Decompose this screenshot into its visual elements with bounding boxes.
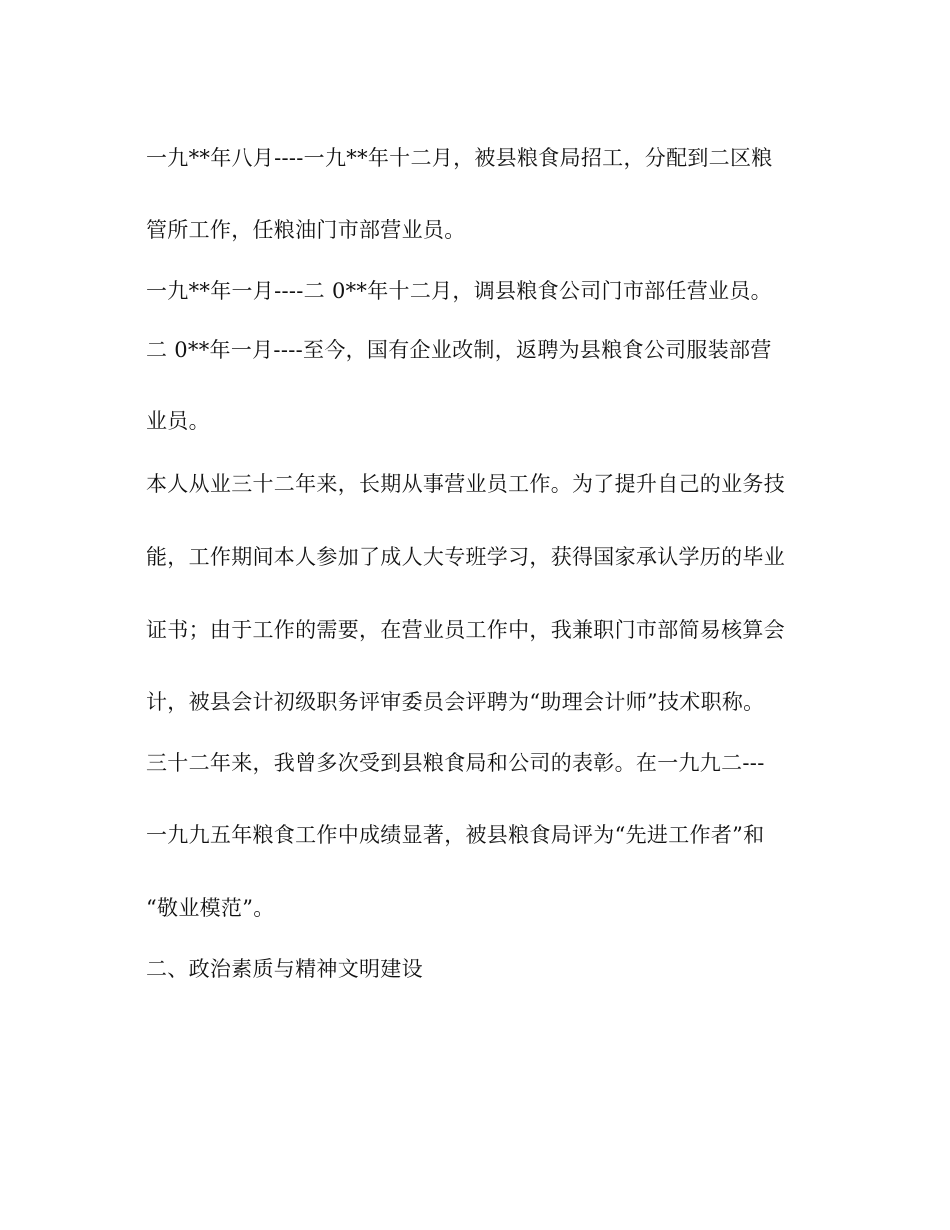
text-line: 证书；由于工作的需要，在营业员工作中，我兼职门市部简易核算会 <box>146 618 785 642</box>
text-line: 一九**年一月----二 0**年十二月，调县粮食公司门市部任营业员。 <box>146 279 772 303</box>
text-line: 能，工作期间本人参加了成人大专班学习，获得国家承认学历的毕业 <box>146 545 785 569</box>
text-line: 一九九五年粮食工作中成绩显著，被县粮食局评为“先进工作者”和 <box>146 823 765 847</box>
text-line: 一九**年八月----一九**年十二月，被县粮食局招工，分配到二区粮 <box>146 146 773 170</box>
text-line: 管所工作，任粮油门市部营业员。 <box>146 218 466 242</box>
text-line: 三十二年来，我曾多次受到县粮食局和公司的表彰。在一九九二--- <box>146 751 765 775</box>
text-line: 二 0**年一月----至今，国有企业改制，返聘为县粮食公司服装部营 <box>146 338 772 362</box>
text-line: “敬业模范”。 <box>146 896 275 920</box>
text-line: 本人从业三十二年来，长期从事营业员工作。为了提升自己的业务技 <box>146 472 785 496</box>
text-line: 计，被县会计初级职务评审委员会评聘为“助理会计师”技术职称。 <box>146 690 765 714</box>
text-line: 业员。 <box>146 409 210 433</box>
section-heading: 二、政治素质与精神文明建设 <box>146 957 423 981</box>
